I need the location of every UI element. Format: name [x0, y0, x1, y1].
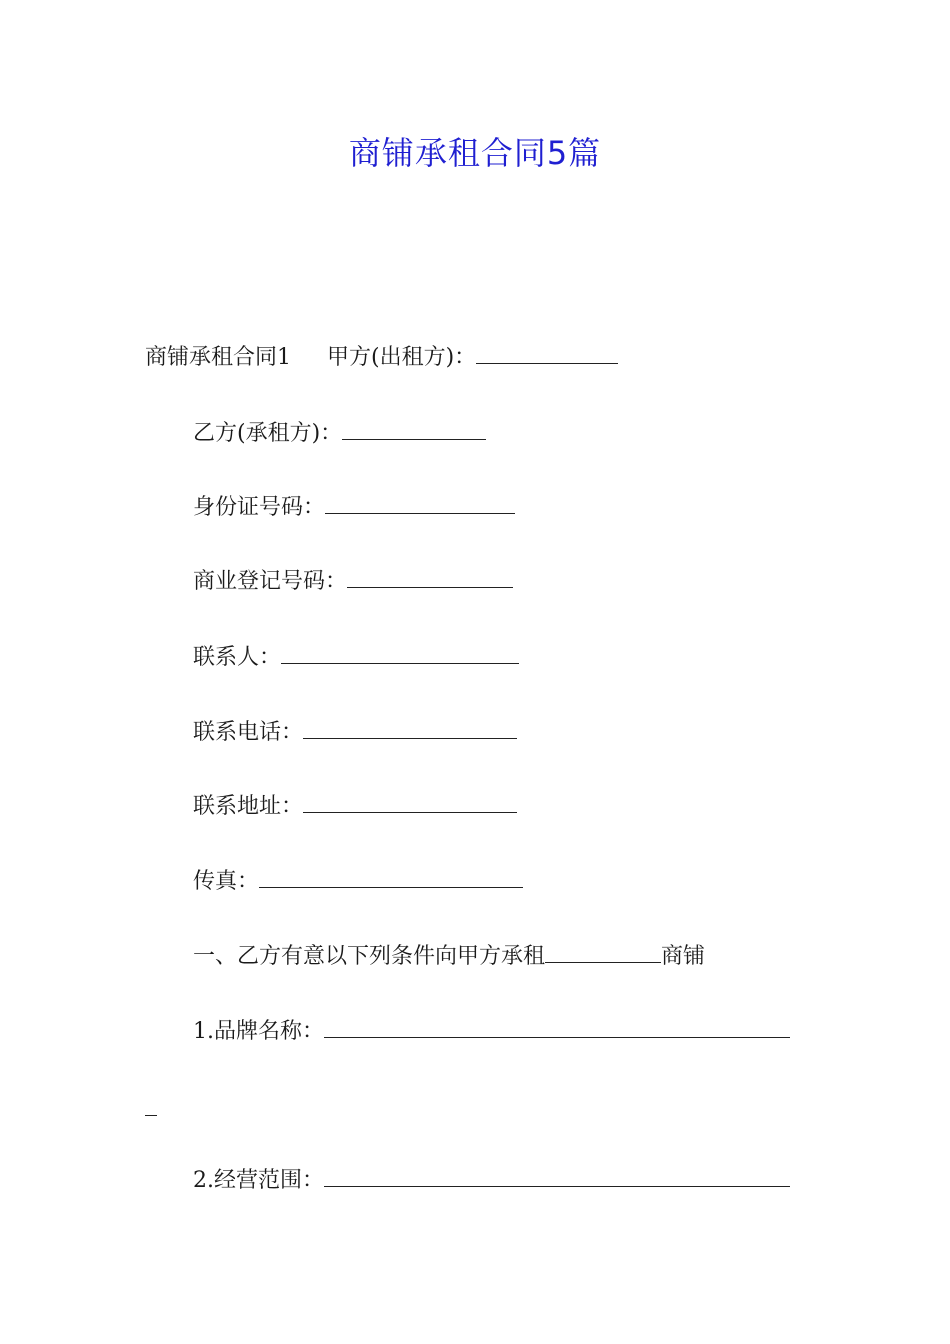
contact-person-label: 联系人： [193, 645, 282, 670]
section-one-intro: 一、乙方有意以下列条件向甲方承租 [193, 944, 546, 969]
party-a-label: 甲方(出租方)： [327, 345, 477, 370]
id-number-label: 身份证号码： [193, 495, 326, 520]
contact-address-label: 联系地址： [193, 794, 304, 819]
party-a-blank[interactable] [476, 345, 618, 364]
contact-address-row [193, 790, 517, 824]
contact-phone-blank[interactable] [303, 720, 517, 739]
fax-blank[interactable] [259, 869, 523, 888]
contact-person-row [193, 641, 519, 675]
brand-name-blank-continuation [145, 1115, 157, 1116]
brand-name-label: 1.品牌名称： [193, 1019, 324, 1044]
party-b-label: 乙方(承租方)： [193, 421, 343, 446]
document-title: 商铺承租合同5篇 [348, 134, 602, 172]
contract-heading-row [145, 341, 618, 375]
id-number-blank[interactable] [325, 495, 515, 514]
business-scope-blank[interactable] [324, 1168, 790, 1187]
shop-blank[interactable] [545, 944, 661, 963]
fax-label: 传真： [193, 869, 260, 894]
fax-row [193, 865, 523, 899]
id-number-row [193, 491, 515, 525]
business-reg-blank[interactable] [347, 569, 513, 588]
brand-name-blank[interactable] [324, 1019, 790, 1038]
party-b-blank[interactable] [342, 421, 486, 440]
section-one-intro-row [193, 940, 705, 974]
section-one-intro-suffix: 商铺 [661, 944, 706, 969]
contract-heading: 商铺承租合同1 [145, 345, 291, 370]
business-scope-label: 2.经营范围： [193, 1168, 324, 1193]
contact-person-blank[interactable] [281, 645, 519, 664]
brand-name-row [193, 1015, 790, 1049]
business-scope-row [193, 1164, 790, 1198]
business-reg-label: 商业登记号码： [193, 569, 348, 594]
business-reg-row [193, 565, 513, 599]
contact-phone-label: 联系电话： [193, 720, 304, 745]
contact-address-blank[interactable] [303, 794, 517, 813]
contact-phone-row [193, 716, 517, 750]
party-b-row [193, 417, 486, 451]
